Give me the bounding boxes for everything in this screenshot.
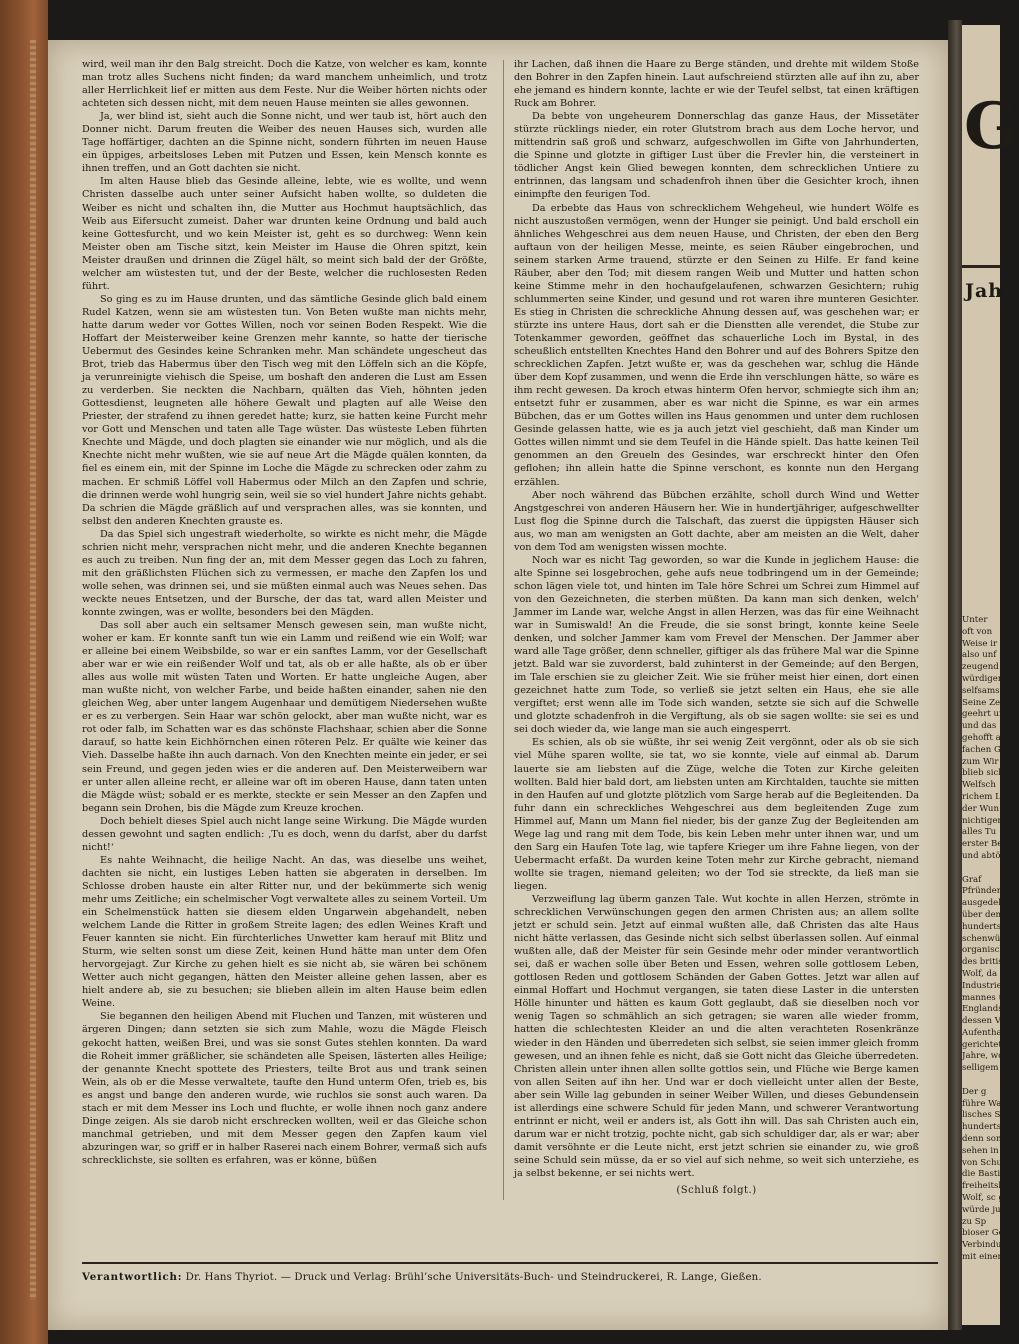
- text-column-right: [514, 58, 919, 1200]
- paragraph: Sie begannen den heiligen Abend mit Fluchen und Tanzen, mit wüsteren und ärgeren Dingen; dann setzten sie sich zum Mahle, wozu die Mägde Fleisch gekocht hatten, weißen Brei, und was sie sonst Gutes stehlen konnten. Da ward die Roheit immer gräßlicher, sie schändeten alle Speisen, lästerten alles Heilige; der genannte Knecht spottete des Priesters, teilte Brot aus und trank seinen Wein, als ob er die Messe verwaltete, taufte den Hund unterm Ofen, trieb es, bis es angst und bange den anderen wurde, wie ruchlos sie sonst auch waren. Da stach er mit dem Messer ins Loch und fluchte, er wolle ihnen noch ganz andere Dinge zeigen. Als sie darob nicht erschrecken wollten, weil er das Gleiche schon manchmal getrieben, und mit dem Messer gegen den Zapfen kaum viel abzuringen war, so griff er in halber Raserei nach einem Bohrer, vermaß sich aufs schrecklichste, sie sollten es erfahren, was er könne, büßen: [82, 1011, 487, 1166]
- paragraph: Im alten Hause blieb das Gesinde alleine, lebte, wie es wollte, und wenn Christen dasselbe auch unter seiner Aufsicht haben wollte, so duldeten die Weiber es nicht und schalten ihn, die Mutter aus Hochmut hauptsächlich, das Weib aus Eifersucht zumeist. Daher war drunten keine Ordnung und bald auch keine Gottesfurcht, und wo kein Meister ist, geht es so durchweg: Wenn kein Meister oben am Tische sitzt, kein Meister im Hause die Ohren spitzt, kein Meister draußen und drinnen die Zügel hält, so meint sich bald der der Größte, welcher am wüstesten tut, und der der Beste, welcher die ruchlosesten Reden führt.: [82, 176, 487, 292]
- fragment-line: Wolf, sc gt: [962, 1193, 1008, 1204]
- fragment-line: Verbindun: [962, 1240, 1007, 1251]
- fragment-line: gehofft a: [962, 732, 1001, 743]
- book-spine: [0, 0, 48, 1344]
- fragment-line: nichtiger: [962, 815, 1002, 826]
- fragment-line: Seine Ze: [962, 697, 1001, 708]
- next-page-text-fragment: [962, 615, 1010, 1264]
- fragment-line: die Bastill: [962, 1169, 1006, 1180]
- fragment-line: erster Be: [962, 839, 1003, 850]
- footer-label: Verantwortlich:: [82, 1271, 183, 1283]
- fragment-line: freiheitsbi: [962, 1181, 1007, 1192]
- imprint-footer: [82, 1266, 938, 1288]
- next-page-edge: [962, 25, 1019, 1325]
- fragment-line: Graf: [962, 874, 982, 885]
- fragment-line: organisch: [962, 945, 1005, 956]
- text-column-left: [82, 58, 487, 1200]
- fragment-line: Pfründen: [962, 886, 1003, 897]
- fragment-line: hunderts,: [962, 921, 1004, 932]
- fragment-line: zum Wir: [962, 756, 999, 767]
- next-page-rule: [962, 265, 1000, 268]
- paragraph: Da das Spiel sich ungestraft wiederholte, so wirkte es nicht mehr, die Mägde schrien nicht mehr, versprachen nicht mehr, und die anderen Knechte begannen es auch zu treiben. Nun fing der an, mit dem Messer gegen das Loch zu fahren, mit den gräßlichsten Flüchen sich zu vermessen, er mache den Zapfen los und wolle sehen, was drinnen sei, und sie müßten einmal auch was Neues sehen. Das weckte neues Entsetzen, und der Bursche, der das tat, ward allen Meister und konnte zwingen, was er wollte, besonders bei den Mägden.: [82, 528, 487, 618]
- fragment-line: und das: [962, 721, 997, 732]
- fragment-line: oft von: [962, 626, 993, 637]
- paragraph: Es schien, als ob sie wüßte, ihr sei wenig Zeit vergönnt, oder als ob sie sich viel Mühe sparen wollte, sie tat, wo sie konnte, viele auf einmal ab. Darum lauerte sie am liebsten auf die Züge, welche die Toten zur Kirche geleiten wollten. Bald hier bald dort, am liebsten unten am Kirchtalden, tauchte sie mitten in den Haufen auf und glotzte plötzlich vom Sarge herab auf die Begleitenden. Da fuhr dann ein schreckliches Wehgeschrei aus dem begleitenden Zuge zum Himmel auf, Mann um Mann fiel nieder, bis der ganze Zug der Begleitenden am Wege lag und rang mit dem Tode, bis kein Leben mehr unter ihnen war, und um den Sarg ein Haufen Tote lag, wie tapfere Krieger um ihre Fahne liegen, von der Uebermacht erfaßt. Da wurden keine Toten mehr zur Kirche gebracht, niemand wollte sie tragen, niemand geleiten; wo der Tod sie streckte, da ließ man sie liegen.: [514, 737, 919, 892]
- fragment-line: also unf: [962, 650, 997, 661]
- paragraph: Das soll aber auch ein seltsamer Mensch gewesen sein, man wußte nicht, woher er kam. Er konnte sanft tun wie ein Lamm und reißend wie ein Wolf; war er alleine bei einem Weibsbilde, so war er ein sanftes Lamm, vor der Gesellschaft aber war er wie ein reißender Wolf und tat, als ob er alle haßte, als ob er über alles aus wolle mit wüsten Taten und Worten. Er hatte ungleiche Augen, aber man wußte nicht, von welcher Farbe, und beide haßten einander, sahen nie den gleichen Weg, aber unter langem Augenhaar und demütigem Niedersehen wußte er es zu verbergen. Sein Haar war schön gelockt, aber man wußte nicht, war es rot oder falb, im Schatten war es das schönste Flachshaar, schien aber die Sonne darauf, so hatte kein Eichhörnchen einen röteren Pelz. Er quälte wie keiner das Vieh. Dasselbe haßte ihn auch darnach. Von den Knechten meinte ein jeder, er sei sein Freund, und gegen jeden wies er die anderen auf. Den Meisterweibern war er unter allen alleine recht, er alleine war oft im oberen Hause, dann taten unten die Mägde wüst; sobald er es merkte, steckte er sein Messer an den Zapfen und begann sein Drohen, bis die Mägde zum Kreuze krochen.: [82, 620, 487, 814]
- fragment-line: Aufenthal: [962, 1027, 1005, 1038]
- fragment-line: von Schu: [962, 1157, 1003, 1168]
- fragment-line: richem L: [962, 791, 1001, 802]
- fragment-line: der Wun: [962, 803, 999, 814]
- fragment-line: über den: [962, 909, 1002, 920]
- fragment-line: selfsamste: [962, 685, 1009, 696]
- continued-note: (Schluß folgt.): [676, 1185, 757, 1197]
- fragment-line: führe Wan: [962, 1098, 1007, 1109]
- paragraph: Aber noch während das Bübchen erzählte, scholl durch Wind und Wetter Angstgeschrei von anderen Häusern her. Wie in hundertjähriger, aufgeschwellter Lust flog die Spinne durch die Talschaft, das zuerst die üppigsten Häuser sich aus, wo man am wenigsten an Gott dachte, aber am meisten an die Welt, daher von dem Tod am wenigsten wissen mochte.: [514, 489, 919, 553]
- paragraph: Ja, wer blind ist, sieht auch die Sonne nicht, und wer taub ist, hört auch den Donner nicht. Darum freuten die Weiber des neuen Hauses sich, wurden alle Tage hoffärtiger, dachten an die Spinne nicht, sondern führten im neuen Hause ein üppiges, arbeitsloses Leben mit Putzen und Essen, kein Mensch konnte es ihnen treffen, und an Gott dachten sie nicht.: [82, 111, 487, 175]
- fragment-line: hunderts,: [962, 1122, 1004, 1133]
- fragment-line: alles Tu: [962, 827, 997, 838]
- paragraph: Da bebte von ungeheurem Donnerschlag das ganze Haus, der Missetäter stürzte rücklings nieder, ein roter Glutstrom brach aus dem Loche hervor, und mittendrin saß groß und schwarz, aufgeschwollen im Gifte von Jahrhunderten, die Spinne und glotzte in giftiger Lust über die Frevler hin, die versteinert in tödlicher Angst kein Glied bewegen konnten, dem schrecklichen Untiere zu entrinnen, das langsam und schadenfroh ihnen über die Gesichter kroch, ihnen einimpfte den feurigen Tod.: [514, 111, 919, 201]
- fragment-line: fachen G: [962, 744, 1001, 755]
- fragment-line: und abtö: [962, 850, 1001, 861]
- fragment-line: schenwürd: [962, 933, 1010, 944]
- fragment-line: mannes ü: [962, 992, 1005, 1003]
- fragment-line: Jahre, wo: [962, 1051, 1004, 1062]
- paragraph: ihr Lachen, daß ihnen die Haare zu Berge ständen, und drehte mit wildem Stoße den Bohrer in den Zapfen hinein. Laut aufschreiend stürzten alle auf ihn zu, aber ehe jemand es hindern konnte, lachte er wie der Teufel selbst, tat einen kräftigen Ruck am Bohrer.: [514, 59, 919, 110]
- paragraph: Da erbebte das Haus von schrecklichem Wehgeheul, wie hundert Wölfe es nicht auszustoßen vermögen, wenn der Hunger sie peinigt. Und bald erscholl ein ähnliches Wehgeschrei aus dem neuen Hause, und Christen, der eben den Berg auftaun von der heiligen Messe, meinte, es seien Räuber eingebrochen, und seinem starken Arme trauend, stürzte er den Seinen zu Hilfe. Er fand keine Räuber, aber den Tod; mit diesem rangen Weib und Mutter und hatten schon keine Stimme mehr in den hochaufgelaufenen, schwarzen Gesichtern; ruhig schlummerten seine Kinder, und gesund und rot waren ihre munteren Gesichter. Es stieg in Christen die schreckliche Ahnung dessen auf, was geschehen war; er stürzte ins untere Haus, dort sah er die Dienstten alle verendet, die Stube zur Totenkammer geworden, geöffnet das schauerliche Loch im Bystal, in des scheußlich entstellten Knechtes Hand den Bohrer und auf des Bohrers Spitze den schrecklichen Zapfen. Jetzt wußte er, was da geschehen war, schlug die Hände über dem Kopf zusammen, und wenn die Erde ihn verschlungen hätte, so wäre es ihm recht gewesen. Da kroch etwas hinterm Ofen hervor, schmiegte sich ihm an; entsetzt fuhr er zusammen, aber es war nicht die Spinne, es war ein armes Bübchen, das er um Gottes willen ins Haus genommen und unter dem ruchlosen Gesinde gelassen hatte, wie es ja auch jetzt viel geschieht, daß man Kinder um Gottes willen nimmt und sie dem Teufel in die Hände spielt. Das hatte keinen Teil genommen an den Greueln des Gesindes, war erschreckt hinter den Ofen geflohen; ihn allein hatte die Spinne verschont, es konnte nun den Hergang erzählen.: [514, 202, 919, 488]
- paragraph: So ging es zu im Hause drunten, und das sämtliche Gesinde glich bald einem Rudel Katzen, wenn sie am wüstesten tun. Von Beten wußte man nichts mehr, hatte darum weder vor Gottes Willen, noch vor seinen Boden Respekt. Wie die Hoffart der Meisterweiber keine Grenzen mehr kannte, so hatte der tierische Uebermut des Gesindes keine Schranken mehr. Man schändete ungescheut das Brot, trieb das Habermus über den Tisch weg mit den Löffeln sich an die Köpfe, ja verunreinigte viehisch die Speise, um boshaft den anderen die Lust am Essen zu verderben. Sie neckten die Nachbarn, quälten das Vieh, höhnten jeden Gottesdienst, leugneten alle höhere Gewalt und plagten auf alle Weise den Priester, der strafend zu ihnen geredet hatte; kurz, sie hatten keine Furcht mehr vor Gott und Menschen und taten alle Tage wüster. Das wüsteste Leben führten Knechte und Mägde, und doch plagten sie einander wie nur möglich, und als die Knechte nicht mehr wußten, wie sie auf neue Art die Mägde quälen konnten, da fiel es einem ein, mit der Spinne im Loche die Mägde zu schrecken oder zahm zu machen. Er schmiß Löffel voll Habermus oder Milch an den Zapfen und schrie, die drinnen werde wohl hungrig sein, weil sie so viel hundert Jahre nichts gehabt. Da schrien die Mägde gräßlich auf und versprachen alles, was sie konnten, und selbst den anderen Knechten grauste es.: [82, 293, 487, 527]
- fragment-line: Der g: [962, 1086, 987, 1097]
- fragment-line: blieb sich: [962, 768, 1004, 779]
- fragment-line: dessen Ve: [962, 1016, 1006, 1027]
- fragment-line: Unter: [962, 615, 988, 625]
- paragraph: Verzweiflung lag überm ganzen Tale. Wut kochte in allen Herzen, strömte in schrecklichen Verwünschungen gegen den armen Christen aus; an allem sollte jetzt er schuld sein. Jetzt auf einmal wußten alle, daß Christen das alte Haus nicht hätte verlassen, das Gesinde nicht sich selbst überlassen sollen. Auf einmal wußten alle, daß der Meister für sein Gesinde mehr oder minder verantwortlich sei, daß er wachen solle über Beten und Essen, wehren solle gottlosem Leben, gottlosen Reden und gottlosem Schänden der Gaben Gottes. Jetzt war allen auf einmal Hoffart und Hochmut vergangen, sie taten diese Laster in die untersten Hölle hinunter und hätten es kaum Gott geglaubt, daß sie dieselben noch vor wenig Tagen so schmählich an sich getragen; sie waren alle wieder fromm, hatten die schlechtesten Kleider an und die alten verachteten Rosenkränze wieder in den Händen und überredeten sich selbst, sie seien immer gleich fromm gewesen, und an ihnen fehle es nicht, daß sie Gott nicht das Gleiche überredeten. Christen allein unter ihnen allen sollte gottlos sein, und Flüche wie Berge kamen von allen Seiten auf ihn her. Und war er doch vielleicht unter allen der Beste, aber sein Wille lag gebunden in seiner Weiber Willen, und dieses Gebundensein ist allerdings eine schwere Schuld für jeden Mann, und schwerer Verantwortung entrinnt er nicht, weil er anders ist, als Gott ihn will. Das sah Christen auch ein, darum war er nicht trotzig, pochte nicht, gab sich schuldiger dar, als er war; aber damit versöhnte er die Leute nicht, erst jetzt schrien sie einander zu, wie groß seine Schuld sein müsse, da er so viel auf sich nehme, so weit sich unterziehe, es ja selbst bekenne, er sei nichts wert.: [514, 894, 919, 1179]
- fragment-line: würdiger: [962, 673, 1002, 684]
- fragment-line: bioser Ges: [962, 1228, 1009, 1239]
- fragment-line: zeugend: [962, 662, 999, 673]
- right-paragraphs: [514, 58, 919, 1180]
- fragment-line: ausgedehr: [962, 898, 1008, 909]
- fragment-line: geehrt un: [962, 709, 1005, 720]
- fragment-line: lisches Sei: [962, 1110, 1009, 1121]
- fragment-line: gerichtet,: [962, 1039, 1005, 1050]
- fragment-line: Englands: [962, 1004, 1003, 1015]
- fragment-line: [962, 1075, 1000, 1087]
- book-gutter: [948, 20, 962, 1330]
- fragment-line: würde ju: [962, 1204, 1001, 1215]
- fragment-line: [962, 863, 1000, 875]
- paragraph: Doch behielt dieses Spiel auch nicht lange seine Wirkung. Die Mägde wurden dessen gewohnt und sagten endlich: ‚Tu es doch, wenn du darfst, aber du darfst nicht!‘: [82, 815, 487, 853]
- fragment-line: mit einem: [962, 1252, 1006, 1263]
- fragment-line: selligem U: [962, 1063, 1009, 1074]
- paragraph: Noch war es nicht Tag geworden, so war die Kunde in jeglichem Hause: die alte Spinne sei losgebrochen, gehe aufs neue todbringend um in der Gemeinde; schon lägen viele tot, und hinten im Tale höre Schrei um Schrei zum Himmel auf von den Gezeichneten, die sterben müßten. Da kann man sich denken, welch' Jammer im Lande war, welche Angst in allen Herzen, was das für eine Weihnacht war in Sumiswald! An die Freude, die sie sonst bringt, konnte keine Seele denken, und solcher Jammer kam vom Frevel der Menschen. Der Jammer aber ward alle Tage größer, denn schneller, giftiger als das frühere Mal war die Spinne jetzt. Bald war sie zuvorderst, bald zuhinterst in der Gemeinde; auf den Bergen, im Tale erschien sie zu gleicher Zeit. Wie sie früher meist hier einen, dort einen gezeichnet hatte zum Tode, so verließ sie jetzt selten ein Haus, ehe sie alle vergiftet; erst wenn alle im Tode sich wanden, setzte sie sich auf die Schwelle und glotzte schadenfroh in die Vergiftung, als ob sie sagen wollte: sie sei es und sei doch wieder da, wie lange man sie auch eingesperrt.: [514, 554, 919, 736]
- footer-text: Dr. Hans Thyriot. — Druck und Verlag: Brühl’sche Universitäts-Buch- und Steindruckerei, R. Lange, Gießen.: [185, 1272, 762, 1283]
- column-divider: [503, 60, 504, 1200]
- fragment-line: Welfsch: [962, 780, 996, 791]
- paragraph: wird, weil man ihr den Balg streicht. Doch die Katze, von welcher es kam, konnte man trotz alles Suchens nicht finden; da ward manchem unheimlich, und trotz aller Herrlichkeit lief er mitten aus dem Feste. Nur die Weiber hörten nichts oder achteten sich dessen nicht, mit dem neuen Hause meinten sie alles gewonnen.: [82, 59, 487, 110]
- fragment-line: Wolf, da: [962, 968, 998, 979]
- next-page-initial: G: [964, 89, 1019, 164]
- fragment-line: Weise ir: [962, 638, 998, 649]
- footer-rule: [82, 1262, 938, 1264]
- fragment-line: Industrie: [962, 980, 1002, 991]
- fragment-line: des britis: [962, 957, 1003, 968]
- paragraph: Es nahte Weihnacht, die heilige Nacht. An das, was dieselbe uns weihet, dachten sie nicht, ein lustiges Leben hatten sie abgeraten in derselben. Im Schlosse droben hauste ein alter Ritter nur, und der bekümmerte sich wenig mehr ums Zeitliche; ein schelmischer Vogt verwaltete alles zu seinem Vorteil. Um ein Schelmenstück hatten sie diesem elden Ungarwein abgehandelt, neben welchem Lande die Ritter in großem Streite lagen; des edlen Weines Kraft und Feuer kannten sie nicht. Ein fürchterliches Unwetter kam herauf mit Blitz und Sturm, wie selten sonst um diese Zeit, keinen Hund hätte man unter dem Ofen hervorgejagt. Zur Kirche zu gehen hielt es sie nicht ab, sie wären bei schönem Wetter auch nicht gegangen, hätten den Meister alleine gehen lassen, aber es hielt andere ab, sie zu besuchen; sie blieben allein im alten Hause beim edlen Weine.: [82, 854, 487, 1010]
- fragment-line: denn sonst: [962, 1134, 1010, 1145]
- next-page-heading: Jahr: [965, 280, 1015, 302]
- fragment-line: zu Sp: [962, 1216, 987, 1227]
- fragment-line: sehen in: [962, 1145, 999, 1156]
